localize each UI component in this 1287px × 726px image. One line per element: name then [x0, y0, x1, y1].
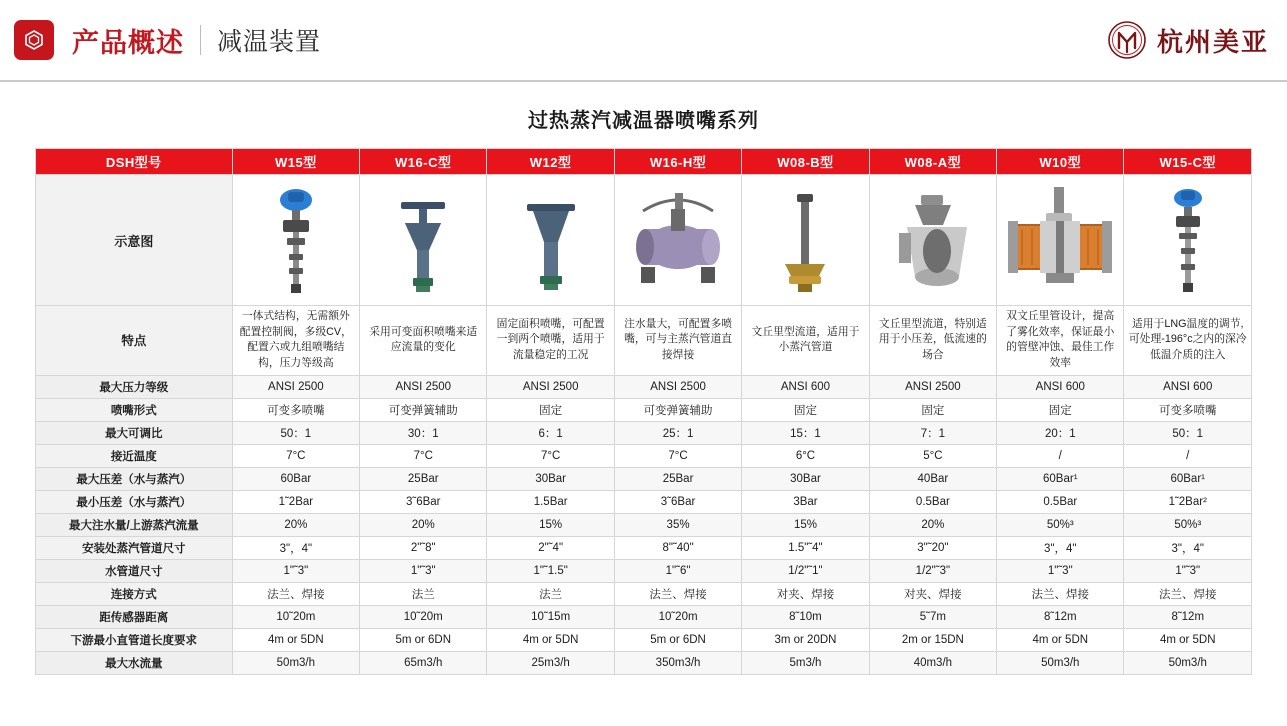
table-cell: 5˜7m	[869, 605, 996, 628]
column-header-model: DSH型号	[36, 149, 233, 175]
table-cell: 30Bar	[742, 467, 869, 490]
table-cell: ANSI 2500	[869, 375, 996, 398]
table-cell: 法兰、焊接	[232, 582, 359, 605]
row-label: 最大压差（水与蒸汽）	[36, 467, 233, 490]
table-cell: 20%	[869, 513, 996, 536]
row-label: 接近温度	[36, 444, 233, 467]
title-divider	[200, 25, 201, 55]
row-label: 下游最小直管道长度要求	[36, 628, 233, 651]
table-cell: 20%	[360, 513, 487, 536]
table-cell: 4m or 5DN	[997, 628, 1124, 651]
column-header-w12: W12型	[487, 149, 614, 175]
table-cell: 一体式结构，无需额外配置控制阀，多级CV，配置六或九组喷嘴结构，压力等级高	[232, 306, 359, 376]
nozzle-w16h-icon	[614, 175, 741, 306]
table-cell: 50m3/h	[1124, 651, 1252, 674]
table-cell: 注水量大，可配置多喷嘴，可与主蒸汽管道直接焊接	[614, 306, 741, 376]
table-cell: 4m or 5DN	[487, 628, 614, 651]
row-label: 最小压差（水与蒸汽）	[36, 490, 233, 513]
row-label: 最大压力等级	[36, 375, 233, 398]
hexagon-logo-icon	[14, 20, 54, 60]
table-cell: 6：1	[487, 421, 614, 444]
table-cell: 35%	[614, 513, 741, 536]
table-cell: 350m3/h	[614, 651, 741, 674]
table-row	[36, 536, 1252, 559]
nozzle-w08b-icon	[742, 175, 869, 306]
table-row	[36, 513, 1252, 536]
table-header-row	[36, 149, 1252, 175]
row-label: 连接方式	[36, 582, 233, 605]
table-cell: 25：1	[614, 421, 741, 444]
table-cell: 8˜12m	[1124, 605, 1252, 628]
table-cell: 可变多喷嘴	[232, 398, 359, 421]
nozzle-w15c-icon	[1124, 175, 1252, 306]
table-row	[36, 398, 1252, 421]
column-header-w15: W15型	[232, 149, 359, 175]
table-cell: 1"˜3"	[997, 559, 1124, 582]
spec-table	[35, 148, 1252, 675]
nozzle-w15-icon	[232, 175, 359, 306]
table-cell: 50m3/h	[232, 651, 359, 674]
table-cell: 1.5Bar	[487, 490, 614, 513]
table-row	[36, 490, 1252, 513]
table-cell: 5m3/h	[742, 651, 869, 674]
table-cell: 50m3/h	[997, 651, 1124, 674]
table-cell: 25Bar	[360, 467, 487, 490]
table-cell: 20%	[232, 513, 359, 536]
table-cell: 30Bar	[487, 467, 614, 490]
table-row	[36, 444, 1252, 467]
table-cell: 固定	[997, 398, 1124, 421]
table-cell: 5m or 6DN	[360, 628, 487, 651]
table-cell: /	[997, 444, 1124, 467]
table-cell: 0.5Bar	[997, 490, 1124, 513]
table-cell: 1˜2Bar	[232, 490, 359, 513]
table-cell: 法兰	[487, 582, 614, 605]
table-cell: 2"˜8"	[360, 536, 487, 559]
page-header	[0, 0, 1287, 82]
table-row	[36, 375, 1252, 398]
row-label: 最大水流量	[36, 651, 233, 674]
table-cell: 6°C	[742, 444, 869, 467]
table-header	[36, 149, 1252, 175]
table-cell: 30：1	[360, 421, 487, 444]
row-label: 最大注水量/上游蒸汽流量	[36, 513, 233, 536]
table-cell: 10˜20m	[614, 605, 741, 628]
table-cell: ANSI 600	[742, 375, 869, 398]
table-cell: 5m or 6DN	[614, 628, 741, 651]
brand-block	[1105, 18, 1269, 62]
table-cell: 40Bar	[869, 467, 996, 490]
table-row	[36, 605, 1252, 628]
table-cell: 50%³	[997, 513, 1124, 536]
table-row	[36, 628, 1252, 651]
nozzle-w16c-icon	[360, 175, 487, 306]
nozzle-w10-icon	[997, 175, 1124, 306]
table-cell: ANSI 2500	[487, 375, 614, 398]
table-body	[36, 175, 1252, 675]
column-header-w16h: W16-H型	[614, 149, 741, 175]
table-cell: 0.5Bar	[869, 490, 996, 513]
table-cell: 3Bar	[742, 490, 869, 513]
table-cell: 文丘里型流道，适用于小蒸汽管道	[742, 306, 869, 376]
table-cell: 25Bar	[614, 467, 741, 490]
document-title: 过热蒸汽减温器喷嘴系列	[528, 110, 759, 132]
nozzle-w12-icon	[487, 175, 614, 306]
table-row	[36, 306, 1252, 376]
table-cell: 2"˜4"	[487, 536, 614, 559]
row-label-diagram: 示意图	[36, 175, 233, 306]
table-cell: 15%	[742, 513, 869, 536]
table-cell: 25m3/h	[487, 651, 614, 674]
table-cell: 1/2"˜1"	[742, 559, 869, 582]
column-header-w10: W10型	[997, 149, 1124, 175]
table-cell: 1/2"˜3"	[869, 559, 996, 582]
table-cell: 1"˜3"	[232, 559, 359, 582]
table-row	[36, 421, 1252, 444]
table-cell: 3˜6Bar	[360, 490, 487, 513]
table-cell: 7°C	[614, 444, 741, 467]
table-cell: 法兰、焊接	[1124, 582, 1252, 605]
page-subtitle: 减温装置	[217, 28, 322, 56]
table-cell: 可变弹簧辅助	[360, 398, 487, 421]
table-cell: ANSI 2500	[360, 375, 487, 398]
meiya-m-circle-icon	[1105, 18, 1149, 62]
table-cell: ANSI 600	[997, 375, 1124, 398]
table-cell: 65m3/h	[360, 651, 487, 674]
table-cell: 20：1	[997, 421, 1124, 444]
table-row	[36, 559, 1252, 582]
table-cell: 50：1	[232, 421, 359, 444]
table-cell: 7：1	[869, 421, 996, 444]
table-cell: 3˜6Bar	[614, 490, 741, 513]
table-cell: 3"˜20"	[869, 536, 996, 559]
table-cell: 1"˜1.5"	[487, 559, 614, 582]
table-cell: 40m3/h	[869, 651, 996, 674]
table-cell: 10˜20m	[232, 605, 359, 628]
table-cell: 8˜10m	[742, 605, 869, 628]
table-cell: 1"˜6"	[614, 559, 741, 582]
table-cell: 对夹、焊接	[869, 582, 996, 605]
row-label-feature: 特点	[36, 306, 233, 376]
table-cell: ANSI 600	[1124, 375, 1252, 398]
table-cell: 60Bar¹	[997, 467, 1124, 490]
table-cell: 3"，4"	[232, 536, 359, 559]
row-label: 水管道尺寸	[36, 559, 233, 582]
table-row	[36, 651, 1252, 674]
table-cell: 适用于LNG温度的调节,可处理-196°c之内的深冷低温介质的注入	[1124, 306, 1252, 376]
column-header-w08b: W08-B型	[742, 149, 869, 175]
table-cell: 7°C	[360, 444, 487, 467]
table-row	[36, 582, 1252, 605]
column-header-w16c: W16-C型	[360, 149, 487, 175]
row-label: 喷嘴形式	[36, 398, 233, 421]
table-cell: /	[1124, 444, 1252, 467]
table-cell: 8˜12m	[997, 605, 1124, 628]
table-cell: 7°C	[487, 444, 614, 467]
column-header-w15c: W15-C型	[1124, 149, 1252, 175]
nozzle-w08a-icon	[869, 175, 996, 306]
table-cell: 60Bar¹	[1124, 467, 1252, 490]
table-cell: 1.5"˜4"	[742, 536, 869, 559]
table-cell: 1˜2Bar²	[1124, 490, 1252, 513]
table-cell: 1"˜3"	[1124, 559, 1252, 582]
table-row	[36, 467, 1252, 490]
table-cell: 2m or 15DN	[869, 628, 996, 651]
table-cell: ANSI 2500	[614, 375, 741, 398]
table-cell: ANSI 2500	[232, 375, 359, 398]
table-cell: 7°C	[232, 444, 359, 467]
table-cell: 法兰、焊接	[614, 582, 741, 605]
table-cell: 3m or 20DN	[742, 628, 869, 651]
table-cell: 可变多喷嘴	[1124, 398, 1252, 421]
table-cell: 法兰、焊接	[997, 582, 1124, 605]
column-header-w08a: W08-A型	[869, 149, 996, 175]
table-cell: 3"，4"	[997, 536, 1124, 559]
spec-table-wrapper	[35, 148, 1252, 675]
row-label: 最大可调比	[36, 421, 233, 444]
table-cell: 法兰	[360, 582, 487, 605]
table-cell: 8"˜40"	[614, 536, 741, 559]
table-cell: 10˜20m	[360, 605, 487, 628]
table-cell: 固定面积喷嘴，可配置一到两个喷嘴，适用于流量稳定的工况	[487, 306, 614, 376]
table-cell: 5°C	[869, 444, 996, 467]
table-cell: 固定	[742, 398, 869, 421]
table-cell: 固定	[869, 398, 996, 421]
table-cell: 固定	[487, 398, 614, 421]
table-cell: 双文丘里管设计，提高了雾化效率，保证最小的管壁冲蚀、最佳工作效率	[997, 306, 1124, 376]
table-cell: 可变弹簧辅助	[614, 398, 741, 421]
page-title: 产品概述	[72, 27, 184, 58]
table-cell: 10˜15m	[487, 605, 614, 628]
row-label: 距传感器距离	[36, 605, 233, 628]
table-row-images	[36, 175, 1252, 306]
brand-name: 杭州美亚	[1156, 26, 1269, 57]
table-cell: 50%³	[1124, 513, 1252, 536]
table-cell: 15：1	[742, 421, 869, 444]
table-cell: 50：1	[1124, 421, 1252, 444]
table-cell: 60Bar	[232, 467, 359, 490]
table-cell: 4m or 5DN	[1124, 628, 1252, 651]
table-cell: 1"˜3"	[360, 559, 487, 582]
row-label: 安装处蒸汽管道尺寸	[36, 536, 233, 559]
table-cell: 4m or 5DN	[232, 628, 359, 651]
table-cell: 3"，4"	[1124, 536, 1252, 559]
table-cell: 对夹、焊接	[742, 582, 869, 605]
table-cell: 采用可变面积喷嘴来适应流量的变化	[360, 306, 487, 376]
table-cell: 文丘里型流道，特别适用于小压差，低流速的场合	[869, 306, 996, 376]
table-cell: 15%	[487, 513, 614, 536]
